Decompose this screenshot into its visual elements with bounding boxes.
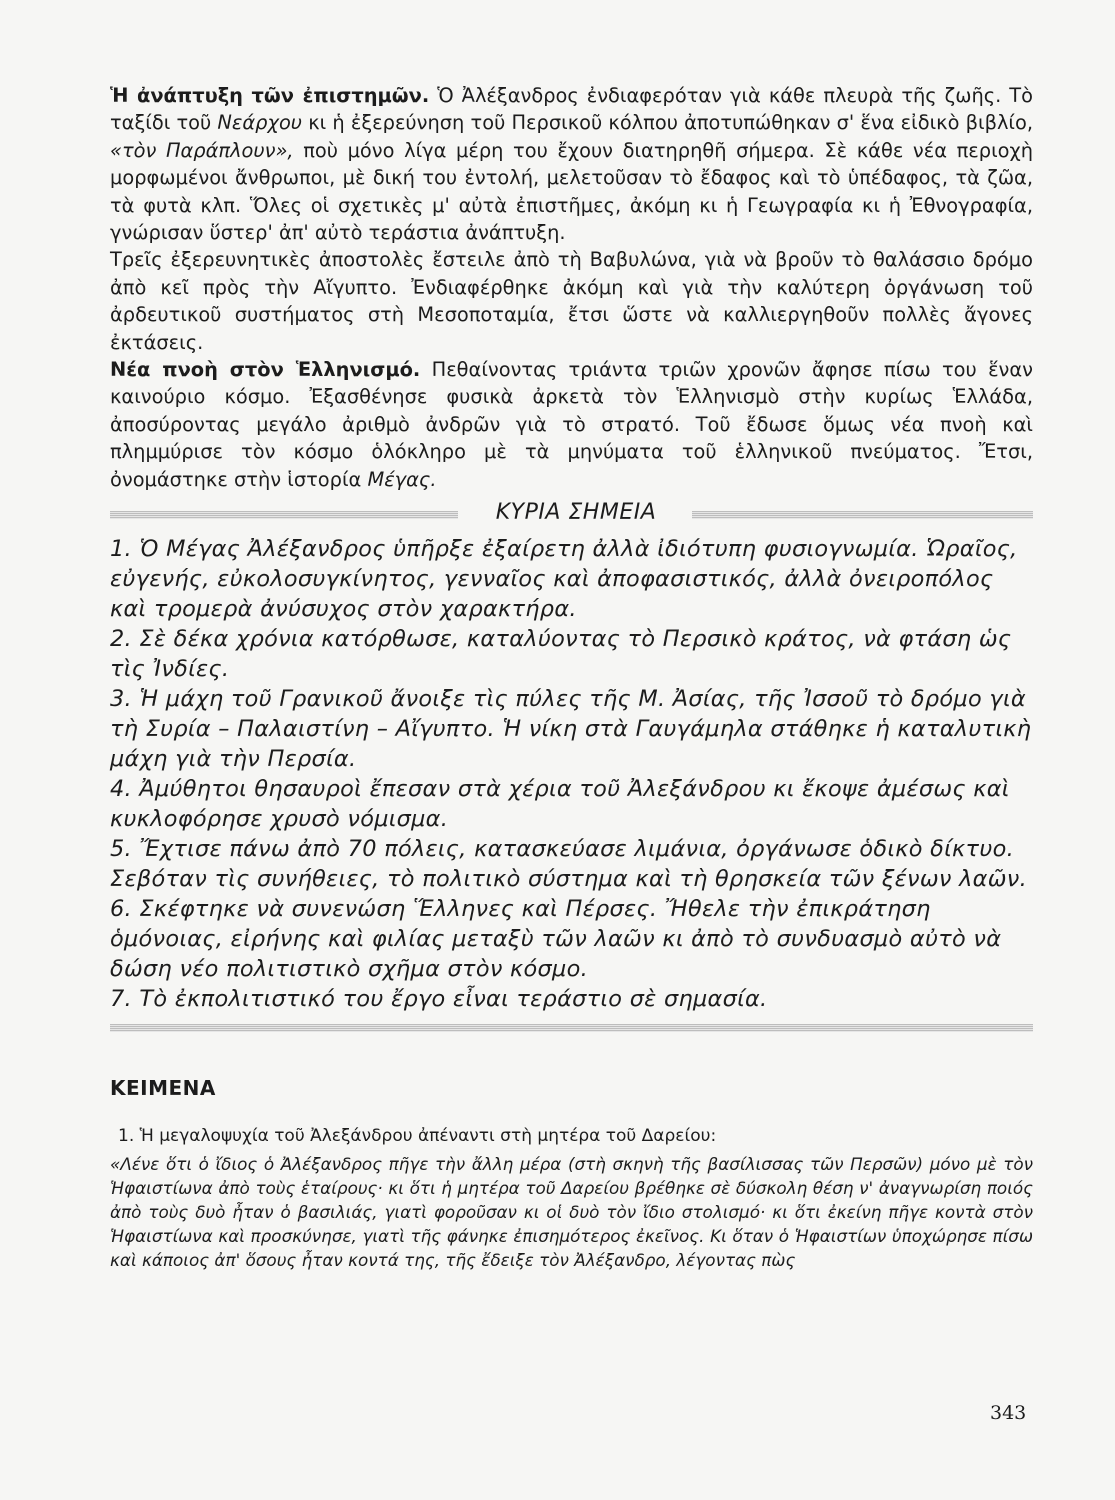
name-nearchos: Νεάρχου: [217, 111, 303, 135]
book-title-paraplous: «τὸν Παράπλουν»,: [110, 138, 294, 162]
paragraph-text: Ὁ Ἀλέξανδρος ἐνδιαφερόταν γιὰ κάθε πλευρὰ τῆς ζωῆς. Τὸ ταξίδι τοῦ: [110, 84, 1033, 135]
main-point-item: 1. Ὁ Μέγας Ἀλέξανδρος ὑπῆρξε ἐξαίρετη ἀλλὰ ἰδιότυπη φυσιογνωμία. Ὡραῖος, εὐγενής, εὐκολοσυγκίνητος, γενναῖος καὶ ἀποφασιστικός, ἀλλὰ ὀνειροπόλος καὶ τρομερὰ ἀνύσυχος στὸν χαρακτήρα.: [110, 536, 1018, 623]
main-point-item: 2. Σὲ δέκα χρόνια κατόρθωσε, καταλύοντας τὸ Περσικὸ κράτος, νὰ φτάση ὡς τὶς Ἰνδίες.: [110, 626, 1012, 683]
title-megas: Μέγας.: [367, 467, 437, 491]
heading-sciences: Ἡ ἀνάπτυξη τῶν ἐπιστημῶν.: [110, 84, 430, 107]
texts-heading: ΚΕΙΜΕΝΑ: [110, 1076, 216, 1101]
heading-hellenism: Νέα πνοὴ στὸν Ἑλληνισμό.: [110, 358, 421, 382]
main-point-item: 7. Τὸ ἐκπολιτιστικό του ἔργο εἶναι τεράστιο σὲ σημασία.: [110, 986, 768, 1013]
divider-rule: [692, 511, 1033, 519]
main-points-list: [110, 534, 1033, 1014]
divider-rule: [110, 511, 458, 519]
paragraph-text: ποὺ μόνο λίγα μέρη του ἔχουν διατηρηθῆ σήμερα. Σὲ κάθε νέα περιοχὴ μορφωμένοι ἄνθρωποι, μὲ δική του ἐντολή, μελετοῦσαν τὸ ἔδαφος καὶ τὸ ὑπέδαφος, τὰ ζῶα, τὰ φυτὰ κλπ. Ὅλες οἱ σχετικὲς μ' αὐτὰ ἐπιστῆμες, ἀκόμη κι ἡ Γεωγραφία κι ἡ Ἐθνογραφία, γνώρισαν ὕστερ' ἀπ' αὐτὸ τεράστια ἀνάπτυξη.: [110, 138, 1034, 245]
main-points-header: [110, 500, 1033, 530]
paragraph-text: Πεθαίνοντας τριάντα τριῶν χρονῶν ἄφησε πίσω του ἕναν καινούριο κόσμο. Ἐξασθένησε φυσικὰ ἀρκετὰ τὸν Ἑλληνισμὸ στὴν κυρίως Ἑλλάδα, ἀποσύροντας μεγάλο ἀριθμὸ ἀνδρῶν γιὰ τὸ στρατό. Τοῦ ἔδωσε ὅμως νέα πνοὴ καὶ πλημμύρισε τὸν κόσμο ὁλόκληρο μὲ τὰ μηνύματα τοῦ ἑλληνικοῦ πνεύματος. Ἔτσι, ὀνομάστηκε στὴν ἱστορία: [110, 358, 1033, 491]
paragraph-text: κι ἡ ἐξερεύνηση τοῦ Περσικοῦ κόλπου ἀποτυπώθηκαν σ' ἕνα εἰδικὸ βιβλίο,: [302, 111, 1034, 135]
divider-rule: [110, 1024, 1033, 1032]
main-points-title: ΚΥΡΙΑ ΣΗΜΕΙΑ: [495, 500, 657, 526]
main-point-item: 6. Σκέφτηκε νὰ συνενώση Ἕλληνες καὶ Πέρσες. Ἤθελε τὴν ἐπικράτηση ὁμόνοιας, εἰρήνης καὶ φιλίας μεταξὺ τῶν λαῶν κι ἀπὸ τὸ συνδυασμὸ αὐτὸ νὰ δώση νέο πολιτιστικὸ σχῆμα στὸν κόσμο.: [110, 896, 1002, 983]
main-point-item: 3. Ἡ μάχη τοῦ Γρανικοῦ ἄνοιξε τὶς πύλες τῆς Μ. Ἀσίας, τῆς Ἰσσοῦ τὸ δρόμο γιὰ τὴ Συρία – Παλαιστίνη – Αἴγυπτο. Ἡ νίκη στὰ Γαυγάμηλα στάθηκε ἡ καταλυτικὴ μάχη γιὰ τὴν Περσία.: [110, 686, 1032, 773]
text-item-title: 1. Ἡ μεγαλοψυχία τοῦ Ἀλεξάνδρου ἀπέναντι στὴ μητέρα τοῦ Δαρείου:: [118, 1126, 717, 1147]
page-number: 343: [990, 1402, 1027, 1424]
paragraph-sciences: [110, 82, 1033, 246]
main-point-item: 5. Ἔχτισε πάνω ἀπὸ 70 πόλεις, κατασκεύασε λιμάνια, ὀργάνωσε ὁδικὸ δίκτυο. Σεβόταν τὶς συνήθειες, τὸ πολιτικὸ σύστημα καὶ τὴ θρησκεία τῶν ξένων λαῶν.: [110, 836, 1028, 893]
text-item-quote: «Λένε ὅτι ὁ ἴδιος ὁ Ἀλέξανδρος πῆγε τὴν ἄλλη μέρα (στὴ σκηνὴ τῆς βασίλισσας τῶν Περσῶν) μόνο μὲ τὸν Ἡφαιστίωνα ἀπὸ τοὺς ἑταίρους· κι ὅτι ἡ μητέρα τοῦ Δαρείου βρέθηκε σὲ δύσκολη θέση ν' ἀναγνωρίση ποιός ἀπὸ τοὺς δυὸ ἦταν ὁ βασιλιάς, γιατὶ φοροῦσαν κι οἱ δυὸ τὸν ἴδιο στολισμό· κι ὅτι ἐκείνη πῆγε κοντὰ στὸν Ἡφαιστίωνα καὶ προσκύνησε, γιατὶ τῆς φάνηκε ἐπισημότερος ἐκεῖνος. Κι ὅταν ὁ Ἡφαιστίων ὑποχώρησε πίσω καὶ κάποιος ἀπ' ὅσους ἦταν κοντά της, τῆς ἔδειξε τὸν Ἀλέξανδρο, λέγοντας πὼς: [110, 1154, 1033, 1271]
paragraph-hellenism: [110, 356, 1033, 493]
main-point-item: 4. Ἀμύθητοι θησαυροὶ ἔπεσαν στὰ χέρια τοῦ Ἀλεξάνδρου κι ἔκοψε ἀμέσως καὶ κυκλοφόρησε χρυσὸ νόμισμα.: [110, 776, 1010, 833]
page-content: [110, 82, 1033, 1272]
paragraph-expeditions: Τρεῖς ἐξερευνητικὲς ἀποστολὲς ἔστειλε ἀπὸ τὴ Βαβυλώνα, γιὰ νὰ βροῦν τὸ θαλάσσιο δρόμο ἀπὸ κεῖ πρὸς τὴν Αἴγυπτο. Ἐνδιαφέρθηκε ἀκόμη καὶ γιὰ τὴν καλύτερη ὀργάνωση τοῦ ἀρδευτικοῦ συστήματος στὴ Μεσοποταμία, ἔτσι ὥστε νὰ καλλιεργηθοῦν πολλὲς ἄγονες ἐκτάσεις.: [110, 248, 1033, 354]
